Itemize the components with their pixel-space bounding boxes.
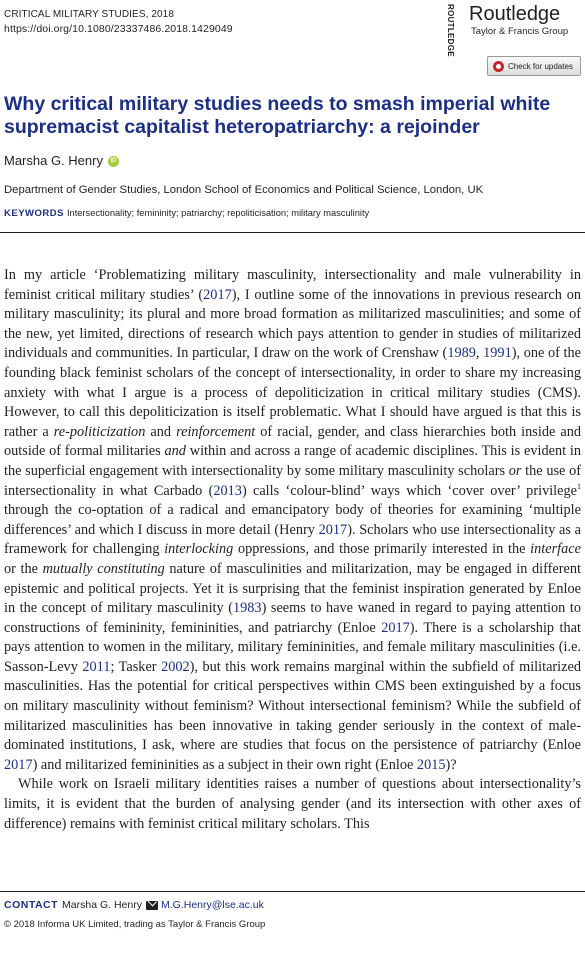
contact-email-link[interactable]: M.G.Henry@lse.ac.uk <box>161 899 264 911</box>
keywords <box>4 208 369 219</box>
contact-name: Marsha G. Henry <box>62 899 142 911</box>
author-name: Marsha G. Henry <box>4 153 103 168</box>
article-title: Why critical military studies needs to smash imperial white supremacist capitalist heteropatriarchy: a rejoinder <box>4 93 551 138</box>
citation-link[interactable]: 2017 <box>203 286 232 303</box>
citation-link[interactable]: 2017 <box>4 756 33 773</box>
citation-link[interactable]: 2011 <box>82 658 111 675</box>
check-for-updates-label: Check for updates <box>508 61 573 71</box>
author-line <box>4 153 119 168</box>
publisher-name: Routledge <box>469 3 561 25</box>
paragraph-2: While work on Israeli military identities raises a number of questions about intersectionality’s limits, it is evident that the burden of analysing gender (and its intersection with other axes of difference) remains with feminist critical military scholars. This <box>4 776 581 832</box>
citation-link[interactable]: 2017 <box>381 619 410 636</box>
footnote-marker[interactable]: 1 <box>577 481 581 491</box>
crossmark-icon <box>493 61 504 72</box>
citation-link[interactable]: 1991 <box>483 345 512 362</box>
citation-link[interactable]: 2015 <box>416 756 446 773</box>
doi-link[interactable]: https://doi.org/10.1080/23337486.2018.1429049 <box>4 23 233 35</box>
mail-icon <box>146 901 158 910</box>
journal-header <box>4 7 233 37</box>
citation-link[interactable]: 2002 <box>161 658 190 675</box>
routledge-vertical-mark: ROUTLEDGE <box>446 4 455 57</box>
copyright: © 2018 Informa UK Limited, trading as Taylor & Francis Group <box>4 919 266 930</box>
affiliation: Department of Gender Studies, London School of Economics and Political Science, London, UK <box>4 184 484 196</box>
contact-label: CONTACT <box>4 899 59 911</box>
paragraph-1: In my article ‘Problematizing military masculinity, intersectionality and male vulnerability in feminist critical military studies’ (2017), I outline some of the innovations in previous research on military masculinity; its plural and more broad formation as militarized masculinities; and some of the new, yet limited, directions of research which pays attention to gender in studies of militarized individuals and communities. In particular, I draw on the work of Crenshaw (1989, 1991), one of the founding black feminist scholars of the concept of intersectionality, in order to share my increasing anxiety with what I argue is a process of depoliticization in critical military studies (CMS). However, to call this depoliticization is itself problematic. What I should have argued is that this is rather a re-politicization and reinforcement of racial, gender, and class hierarchies both inside and outside of formal militaries and within and across a range of academic disciplines. This is evident in the superficial engagement with intersectionality by some military masculinity scholars or the use of intersectionality in what Carbado (2013) calls ‘colour-blind’ ways which ‘cover over’ privilege$^1$ through the co-optation of a radical and emancipatory body of theories for examining ‘multiple differences’ and which I discuss in more detail (Henry 2017). Scholars who use intersectionality as a framework for challenging interlocking oppressions, and those primarily interested in the interface or the mutually constituting nature of masculinities and militarization, may be engaged in different epistemic and political projects. Yet it is surprising that the feminist inspiration generated by Enloe in the concept of military masculinity (1983) seems to have waned in regard to paying attention to constructions of femininity, femininities, and patriarchy (Enloe 2017). There is a scholarship that pays attention to women in the military, military femininities, and female military masculinities (i.e. Sasson-Levy 2011; Tasker 2002), but this work remains marginal within the subfield of militarized masculinities. Has the potential for critical perspectives within CMS been extinguished by a focus on military masculinity without feminism? Without intersectional feminism? While the subfield of militarized masculinities has been innovative in taking gender seriously in the context of male-dominated institutions, I ask, where are studies that focus on the persistence of patriarchy (Enloe 2017) and militarized femininities as a subject in their own right (Enloe 2015)? <box>4 267 582 773</box>
citation-link[interactable]: 2017 <box>318 521 348 538</box>
journal-name: CRITICAL MILITARY STUDIES, 2018 <box>4 9 175 20</box>
keywords-label: KEYWORDS <box>4 208 64 219</box>
contact-line <box>4 899 264 911</box>
orcid-icon[interactable]: iD <box>108 156 119 167</box>
citation-link[interactable]: 1989 <box>447 345 476 362</box>
keywords-list: Intersectionality; femininity; patriarchy; repoliticisation; military masculinity <box>66 208 370 218</box>
check-for-updates-button[interactable] <box>487 56 581 76</box>
publisher-logo <box>446 2 579 57</box>
citation-link[interactable]: 2013 <box>213 482 242 499</box>
citation-link[interactable]: 1983 <box>232 600 262 617</box>
footer-divider <box>0 891 585 892</box>
article-body <box>4 266 581 834</box>
publisher-subtitle: Taylor & Francis Group <box>471 26 569 37</box>
header-divider <box>0 232 585 233</box>
